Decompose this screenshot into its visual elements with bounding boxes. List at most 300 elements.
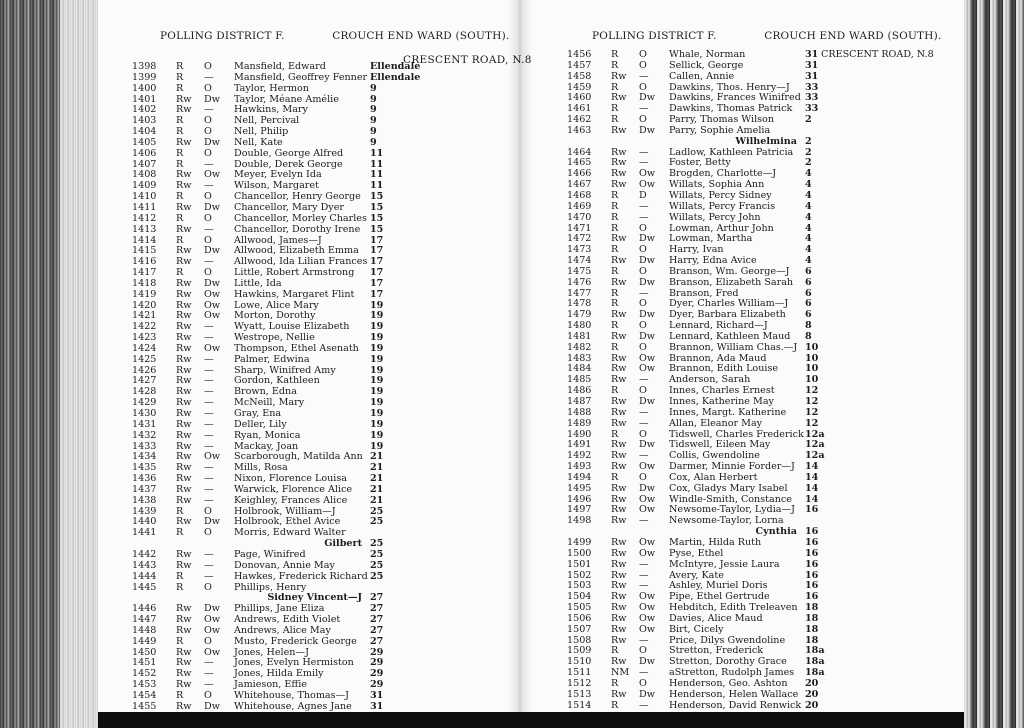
elector-number: 1510 [567,656,592,668]
secondary-qualification: — [204,397,214,409]
qualification-code: Rw [611,70,627,82]
elector-number: 1473 [567,244,592,256]
house-number: 27 [370,614,384,626]
elector-number: 1436 [132,473,157,485]
elector-number: 1505 [567,602,592,614]
elector-name: Newsome-Taylor, Lydia—J [669,504,795,516]
secondary-qualification: Ow [639,493,656,505]
elector-name: Phillips, Henry [234,581,307,593]
secondary-qualification: O [204,147,212,159]
house-number: 19 [370,353,384,365]
qualification-code: Rw [176,375,192,387]
qualification-code: R [176,82,184,94]
elector-name: Tidswell, Charles Frederick [669,428,804,440]
secondary-qualification: — [204,429,214,441]
house-number: 14 [805,461,819,473]
elector-number: 1454 [132,689,157,701]
elector-number: 1458 [567,70,592,82]
elector-name-continuation: Sidney Vincent—J [267,592,362,604]
qualification-code: Rw [611,352,627,364]
house-number: 21 [370,494,384,506]
secondary-qualification: O [639,114,647,126]
qualification-code: Rw [176,201,192,213]
house-number: 18 [805,602,819,614]
elector-number: 1406 [132,147,157,159]
house-number: 10 [805,374,819,386]
secondary-qualification: Ow [639,612,656,624]
secondary-qualification: Ow [639,602,656,614]
qualification-code: R [176,581,184,593]
secondary-qualification: Ow [639,504,656,516]
house-number: 27 [370,603,384,615]
elector-name: Stretton, Frederick [669,645,764,657]
house-number: 20 [805,699,819,711]
elector-number: 1512 [567,677,592,689]
qualification-code: Rw [611,623,627,635]
secondary-qualification: Dw [639,656,655,668]
elector-name: Little, Robert Armstrong [234,267,355,279]
elector-name: Jones, Evelyn Hermiston [234,657,354,669]
secondary-qualification: O [639,81,647,93]
qualification-code: Rw [176,310,192,322]
elector-number: 1482 [567,341,592,353]
qualification-code: Rw [176,483,192,495]
house-number: 27 [370,592,384,604]
elector-name: Avery, Kate [669,569,724,581]
qualification-code: R [176,71,184,83]
house-number: 8 [805,330,812,342]
elector-number: 1415 [132,245,157,257]
qualification-code: Rw [176,516,192,528]
polling-district-title: POLLING DISTRICT F. [160,30,285,42]
elector-name: Lennard, Kathleen Maud [669,330,791,342]
secondary-qualification: O [204,234,212,246]
register-entry [567,234,927,245]
elector-number: 1403 [132,115,157,127]
elector-number: 1437 [132,483,157,495]
elector-number: 1471 [567,222,592,234]
polling-district-title: POLLING DISTRICT F. [592,30,717,42]
house-number: 21 [370,483,384,495]
elector-number: 1474 [567,255,592,267]
elector-number: 1492 [567,450,592,462]
qualification-code: Rw [176,223,192,235]
elector-name: Mansfield, Edward [234,61,326,72]
elector-number: 1449 [132,635,157,647]
elector-number: 1456 [567,49,592,60]
elector-number: 1409 [132,180,157,192]
house-number: 10 [805,352,819,364]
qualification-code: Rw [611,168,627,180]
secondary-qualification: O [639,320,647,332]
elector-name: Willats, Percy Sidney [669,189,772,201]
qualification-code: Rw [611,569,627,581]
secondary-qualification: — [639,406,649,418]
elector-name: Willats, Sophia Ann [669,179,765,191]
register-entry [132,637,432,648]
elector-number: 1444 [132,570,157,582]
house-number: 16 [805,526,819,538]
qualification-code: Rw [176,624,192,636]
elector-name: Brannon, William Chas.—J [669,341,798,353]
elector-name: Morton, Dorothy [234,310,316,322]
elector-number: 1494 [567,471,592,483]
qualification-code: Rw [176,494,192,506]
qualification-code: Rw [176,332,192,344]
secondary-qualification: Ow [639,168,656,180]
elector-name: Chancellor, Dorothy Irene [234,223,361,235]
elector-number: 1491 [567,439,592,451]
house-number: 2 [805,157,812,169]
elector-number: 1488 [567,406,592,418]
elector-number: 1445 [132,581,157,593]
elector-name: Palmer, Edwina [234,353,310,365]
elector-number: 1413 [132,223,157,235]
elector-number: 1490 [567,428,592,440]
secondary-qualification: Dw [204,700,220,712]
house-number: 31 [370,700,384,712]
elector-name: Hawkes, Frederick Richard [234,570,368,582]
qualification-code: Rw [611,157,627,169]
elector-number: 1408 [132,169,157,181]
house-number: 16 [805,591,819,603]
house-number: 11 [370,169,384,181]
elector-name: aStretton, Rudolph James [669,667,795,679]
elector-name: Dawkins, Thos. Henry—J [669,81,790,93]
house-number: 6 [805,276,812,288]
house-number: 18a [805,645,825,657]
house-number: 9 [370,115,377,127]
elector-number: 1486 [567,385,592,397]
elector-name: Willats, Percy John [669,211,761,223]
elector-number: 1466 [567,168,592,180]
elector-number: 1443 [132,559,157,571]
qualification-code: R [611,200,619,212]
secondary-qualification: O [204,527,212,539]
elector-name: Hawkins, Mary [234,104,308,116]
register-entry [567,343,927,354]
secondary-qualification: Dw [639,276,655,288]
house-number: 27 [370,624,384,636]
qualification-code: Rw [176,104,192,116]
qualification-code: Rw [176,408,192,419]
house-number: Ellendale [370,61,421,72]
elector-number: 1511 [567,667,592,679]
qualification-code: Rw [611,179,627,191]
qualification-code: Rw [176,462,192,474]
elector-number: 1513 [567,688,592,700]
elector-name: Lennard, Richard—J [669,320,768,332]
house-number: 19 [370,429,384,441]
elector-name: Nell, Kate [234,136,283,148]
register-entry [567,72,927,83]
left-page-header [160,30,509,42]
elector-name: Holbrook, Ethel Avice [234,516,341,528]
elector-number: 1470 [567,211,592,223]
secondary-qualification: Ow [204,288,221,300]
secondary-qualification: Dw [204,93,220,105]
elector-name: Allwood, James—J [234,234,322,246]
secondary-qualification: — [204,462,214,474]
house-number: 16 [805,558,819,570]
secondary-qualification: O [204,61,212,72]
elector-name-continuation: Cynthia [755,526,797,538]
qualification-code: Rw [176,548,192,560]
elector-name: Sharp, Winifred Amy [234,364,336,376]
secondary-qualification: Ow [639,547,656,559]
secondary-qualification: Dw [204,201,220,213]
qualification-code: Rw [611,558,627,570]
elector-number: 1405 [132,136,157,148]
house-number: 6 [805,309,812,321]
elector-number: 1428 [132,386,157,398]
secondary-qualification: Dw [639,330,655,342]
qualification-code: Rw [611,233,627,245]
register-entry [132,702,432,713]
secondary-qualification: — [204,256,214,268]
qualification-code: Rw [611,482,627,494]
elector-number: 1423 [132,332,157,344]
secondary-qualification: — [204,494,214,506]
secondary-qualification: O [204,505,212,517]
elector-number: 1440 [132,516,157,528]
elector-name: Jones, Helen—J [234,646,309,658]
house-number: 21 [370,473,384,485]
elector-number: 1489 [567,417,592,429]
elector-number: 1465 [567,157,592,169]
secondary-qualification: Ow [639,352,656,364]
elector-number: 1418 [132,277,157,289]
elector-number: 1398 [132,61,157,72]
elector-name: Thompson, Ethel Asenath [234,342,359,354]
elector-number: 1414 [132,234,157,246]
secondary-qualification: Ow [639,179,656,191]
elector-number: 1509 [567,645,592,657]
house-number: 19 [370,375,384,387]
qualification-code: Rw [611,461,627,473]
qualification-code: Rw [611,406,627,418]
house-number: 4 [805,222,812,234]
book-gutter [508,0,532,712]
secondary-qualification: — [204,375,214,387]
qualification-code: Rw [176,245,192,257]
house-number: 29 [370,668,384,680]
secondary-qualification: O [204,267,212,279]
qualification-code: Rw [611,255,627,267]
secondary-qualification: — [204,408,214,419]
secondary-qualification: — [639,287,649,299]
elector-name: Lowman, Arthur John [669,222,774,234]
qualification-code: Rw [176,473,192,485]
elector-name: Nell, Philip [234,126,289,138]
house-number: 19 [370,440,384,452]
elector-number: 1448 [132,624,157,636]
house-number: 25 [370,538,384,550]
house-number: 19 [370,364,384,376]
elector-name: Scarborough, Matilda Ann [234,451,363,463]
qualification-code: R [176,267,184,279]
house-number: 17 [370,245,384,257]
secondary-qualification: — [204,180,214,192]
qualification-code: Rw [611,656,627,668]
secondary-qualification: — [204,679,214,691]
elector-name: Pyse, Ethel [669,547,724,559]
elector-number: 1420 [132,299,157,311]
qualification-code: Rw [176,277,192,289]
elector-name: Lowe, Alice Mary [234,299,319,311]
house-number: 4 [805,244,812,256]
qualification-code: Rw [611,536,627,548]
qualification-code: R [611,59,619,71]
elector-name: Allan, Eleanor May [669,417,763,429]
secondary-qualification: — [639,417,649,429]
scan-bottom-edge [98,712,964,728]
house-number: 15 [370,191,384,203]
secondary-qualification: — [204,158,214,170]
qualification-code: R [176,61,184,72]
qualification-code: Rw [611,124,627,136]
elector-name: McIntyre, Jessie Laura [669,558,780,570]
house-number: 10 [805,341,819,353]
elector-name: Jamieson, Effie [234,679,307,691]
qualification-code: Rw [176,256,192,268]
secondary-qualification: Dw [639,688,655,700]
house-number: 16 [805,580,819,592]
elector-number: 1447 [132,614,157,626]
book-page-edges-right [964,0,1024,728]
secondary-qualification: — [639,699,649,711]
elector-number: 1425 [132,353,157,365]
elector-name: Whitehouse, Agnes Jane [234,700,352,712]
house-number: 33 [805,92,819,104]
elector-number: 1461 [567,103,592,115]
qualification-code: Rw [611,602,627,614]
house-number: 29 [370,657,384,669]
elector-name: Windle-Smith, Constance [669,493,792,505]
elector-name: Keighley, Frances Alice [234,494,348,506]
qualification-code: R [611,287,619,299]
elector-number: 1424 [132,342,157,354]
elector-name: Dawkins, Frances Winifred [669,92,801,104]
elector-name: Dyer, Charles William—J [669,298,789,310]
house-number: Ellendale [370,71,421,83]
house-number: 2 [805,135,812,147]
elector-name-continuation: Wilhelmina [735,135,797,147]
house-number: 17 [370,267,384,279]
elector-number: 1498 [567,515,592,527]
house-number: 21 [370,451,384,463]
elector-name: Branson, Fred [669,287,739,299]
secondary-qualification: Ow [639,461,656,473]
elector-name-continuation: Gilbert [324,538,362,550]
secondary-qualification: — [639,569,649,581]
elector-name: Cox, Alan Herbert [669,471,758,483]
house-number: 21 [370,462,384,474]
elector-name: Nixon, Florence Louisa [234,473,348,485]
secondary-qualification: O [639,677,647,689]
qualification-code: R [176,570,184,582]
secondary-qualification: O [204,581,212,593]
qualification-code: R [611,103,619,115]
house-number: 4 [805,189,812,201]
house-number: 16 [805,504,819,516]
secondary-qualification: Ow [204,646,221,658]
secondary-qualification: Ow [204,310,221,322]
elector-number: 1508 [567,634,592,646]
secondary-qualification: Dw [204,603,220,615]
register-entry-continuation [567,137,927,148]
secondary-qualification: — [639,146,649,158]
qualification-code: R [176,505,184,517]
elector-name: Innes, Charles Ernest [669,385,775,397]
secondary-qualification: — [204,548,214,560]
elector-number: 1468 [567,189,592,201]
qualification-code: R [611,645,619,657]
register-entry [567,49,934,61]
qualification-code: Rw [176,646,192,658]
house-number: 12 [805,396,819,407]
secondary-qualification: O [639,59,647,71]
elector-number: 1487 [567,396,592,407]
register-entry [132,528,432,539]
secondary-qualification: — [639,70,649,82]
elector-number: 1450 [132,646,157,658]
house-number: 14 [805,471,819,483]
house-number: 25 [370,548,384,560]
secondary-qualification: Ow [639,591,656,603]
elector-name: Dawkins, Thomas Patrick [669,103,793,115]
secondary-qualification: Dw [639,309,655,321]
house-number: 9 [370,93,377,105]
elector-number: 1430 [132,408,157,419]
house-number: 4 [805,255,812,267]
qualification-code: Rw [176,299,192,311]
elector-name: Donovan, Annie May [234,559,335,571]
elector-name: Gray, Ena [234,408,282,419]
secondary-qualification: — [204,668,214,680]
elector-number: 1469 [567,200,592,212]
house-number: 8 [805,320,812,332]
register-entry [132,496,432,507]
elector-number: 1401 [132,93,157,105]
qualification-code: Rw [176,451,192,463]
elector-number: 1500 [567,547,592,559]
secondary-qualification: — [204,364,214,376]
register-entry [132,572,432,583]
house-number: 9 [370,104,377,116]
qualification-code: Rw [176,429,192,441]
qualification-code: Rw [176,657,192,669]
ward-title: CROUCH END WARD (SOUTH). [332,30,510,42]
qualification-code: R [176,115,184,127]
elector-name: Dyer, Barbara Elizabeth [669,309,786,321]
elector-number: 1504 [567,591,592,603]
elector-name: Taylor, Méane Amélie [234,93,339,105]
elector-name: Davies, Alice Maud [669,612,763,624]
secondary-qualification: Dw [204,136,220,148]
elector-number: 1502 [567,569,592,581]
qualification-code: R [611,265,619,277]
elector-name: Jones, Hilda Emily [234,668,324,680]
house-number: 19 [370,418,384,430]
secondary-qualification: — [639,580,649,592]
elector-name: Brogden, Charlotte—J [669,168,777,180]
house-number: 11 [370,180,384,192]
qualification-code: R [176,191,184,203]
secondary-qualification: O [639,244,647,256]
secondary-qualification: — [204,440,214,452]
register-entry [132,84,432,95]
